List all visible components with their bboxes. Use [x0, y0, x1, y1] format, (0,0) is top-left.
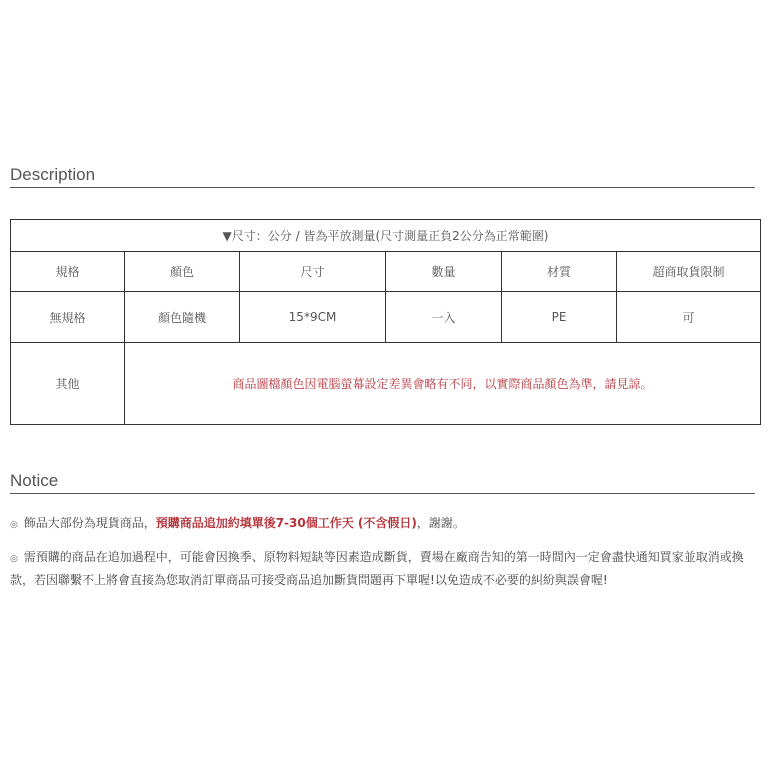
column-header-row — [11, 252, 761, 292]
notice-heading: Notice — [10, 471, 755, 494]
notice-item2-text: 需預購的商品在追加過程中，可能會因換季、原物料短缺等因素造成斷貨，賣場在廠商告知的第一時間內一定會盡快通知買家並取消或換款，若因聯繫不上將會直接為您取消訂單商品可接受商品追加斷貨問題再下單喔!以免造成不必要的糾紛與誤會喔! — [10, 550, 744, 587]
col-pickup-limit: 超商取貨限制 — [617, 252, 761, 292]
col-spec: 規格 — [11, 252, 125, 292]
size-note: ▼尺寸：公分 / 皆為平放測量(尺寸測量正負2公分為正常範圍) — [11, 220, 761, 252]
value-color: 顏色隨機 — [125, 292, 240, 343]
col-quantity: 數量 — [386, 252, 502, 292]
notice-item1-suffix: ，謝謝。 — [416, 516, 465, 530]
value-row — [11, 292, 761, 343]
spec-table — [10, 219, 761, 425]
value-pickup-limit: 可 — [617, 292, 761, 343]
value-size: 15*9CM — [240, 292, 386, 343]
col-color: 顏色 — [125, 252, 240, 292]
value-quantity: 一入 — [386, 292, 502, 343]
other-label: 其他 — [11, 343, 125, 425]
description-heading: Description — [10, 165, 755, 188]
other-note: 商品圖檔顏色因電腦螢幕設定差異會略有不同，以實際商品顏色為準，請見諒。 — [125, 343, 761, 425]
other-row — [11, 343, 761, 425]
bullet-icon: ◎ — [10, 554, 18, 564]
col-size: 尺寸 — [240, 252, 386, 292]
notice-item-preorder-time — [10, 513, 755, 536]
value-material: PE — [502, 292, 617, 343]
notice-item-stockout — [10, 547, 755, 591]
notice-item1-prefix: 飾品大部份為現貨商品， — [23, 516, 156, 530]
bullet-icon: ◎ — [10, 520, 18, 530]
table-header-row — [11, 220, 761, 252]
value-spec: 無規格 — [11, 292, 125, 343]
notice-item1-highlight: 預購商品追加約填單後7-30個工作天 (不含假日) — [155, 516, 417, 530]
col-material: 材質 — [502, 252, 617, 292]
